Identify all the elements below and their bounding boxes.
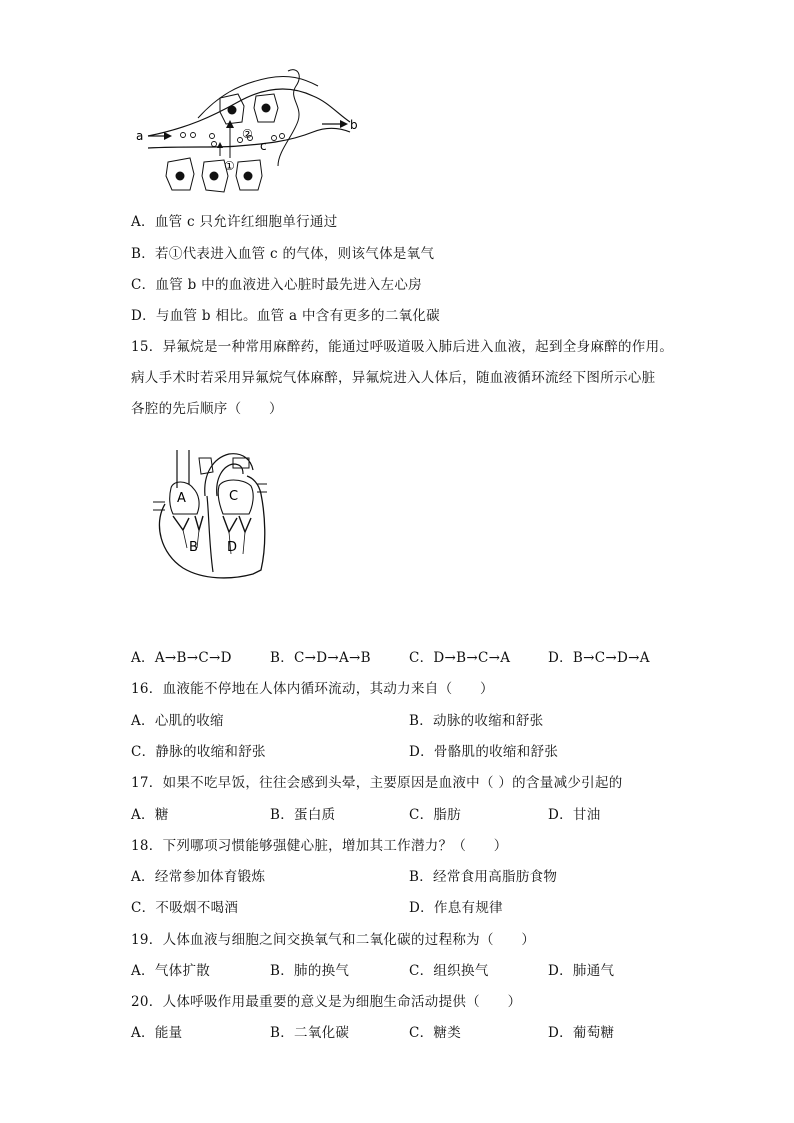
heart-label-c: C (229, 489, 239, 504)
q16-option-a: A．心肌的收缩 (131, 713, 224, 729)
q15-option-d: D．B→C→D→A (548, 650, 650, 666)
heart-label-b: B (189, 540, 198, 555)
q18-option-a: A．经常参加体育锻炼 (131, 869, 266, 885)
heart-label-a: A (177, 491, 186, 506)
q19-stem: 19．人体血液与细胞之间交换氧气和二氧化碳的过程称为（ ） (131, 932, 536, 948)
q14-option-c: C．血管 b 中的血液进入心脏时最先进入左心房 (131, 277, 422, 293)
q18-option-b: B．经常食用高脂肪食物 (409, 869, 558, 885)
q17-option-b: B．蛋白质 (270, 807, 336, 823)
q19-option-c: C．组织换气 (409, 963, 489, 979)
q17-stem: 17．如果不吃早饭，往往会感到头晕，主要原因是血液中（ ）的含量减少引起的 (131, 775, 623, 791)
q20-option-d: D．葡萄糖 (548, 1025, 615, 1041)
q14-option-d: D．与血管 b 相比。血管 a 中含有更多的二氧化碳 (131, 308, 440, 324)
q16-option-c: C．静脉的收缩和舒张 (131, 744, 266, 760)
label-c: c (260, 139, 267, 153)
q16-stem: 16．血液能不停地在人体内循环流动，其动力来自（ ） (131, 681, 494, 697)
q16-option-d: D．骨骼肌的收缩和舒张 (409, 744, 559, 760)
q17-option-c: C．脂肪 (409, 807, 462, 823)
q20-option-b: B．二氧化碳 (270, 1025, 350, 1041)
q14-option-a: A．血管 c 只允许红细胞单行通过 (131, 214, 338, 230)
q15-option-a: A．A→B→C→D (131, 650, 232, 666)
q17-option-d: D．甘油 (548, 807, 601, 823)
label-1: ① (224, 159, 235, 173)
q19-option-d: D．肺通气 (548, 963, 615, 979)
q20-option-a: A．能量 (131, 1025, 183, 1041)
q18-option-c: C．不吸烟不喝酒 (131, 900, 239, 916)
q16-option-b: B．动脉的收缩和舒张 (409, 713, 544, 729)
q18-stem: 18．下列哪项习惯能够强健心脏，增加其工作潜力？（ ） (131, 838, 508, 854)
q15-stem-line1: 15．异氟烷是一种常用麻醉药，能通过呼吸道吸入肺后进入血液，起到全身麻醉的作用。 (131, 339, 674, 355)
q15-stem-line2: 病人手术时若采用异氟烷气体麻醉，异氟烷进入人体后，随血液循环流经下图所示心脏 (131, 370, 656, 386)
q18-option-d: D．作息有规律 (409, 900, 503, 916)
label-a: a (136, 129, 144, 143)
capillary-tissue-figure (128, 66, 368, 198)
heart-label-d: D (227, 540, 238, 555)
heart-figure (143, 444, 273, 584)
q15-option-c: C．D→B→C→A (409, 650, 511, 666)
q20-stem: 20．人体呼吸作用最重要的意义是为细胞生命活动提供（ ） (131, 994, 522, 1010)
q14-option-b: B．若①代表进入血管 c 的气体，则该气体是氧气 (131, 246, 435, 262)
q20-option-c: C．糖类 (409, 1025, 462, 1041)
q19-option-b: B．肺的换气 (270, 963, 350, 979)
label-2: ② (242, 127, 253, 141)
label-b: b (350, 118, 358, 132)
q15-option-b: B．C→D→A→B (270, 650, 371, 666)
q17-option-a: A．糖 (131, 807, 169, 823)
q15-stem-line3: 各腔的先后顺序（ ） (131, 401, 283, 417)
q19-option-a: A．气体扩散 (131, 963, 211, 979)
